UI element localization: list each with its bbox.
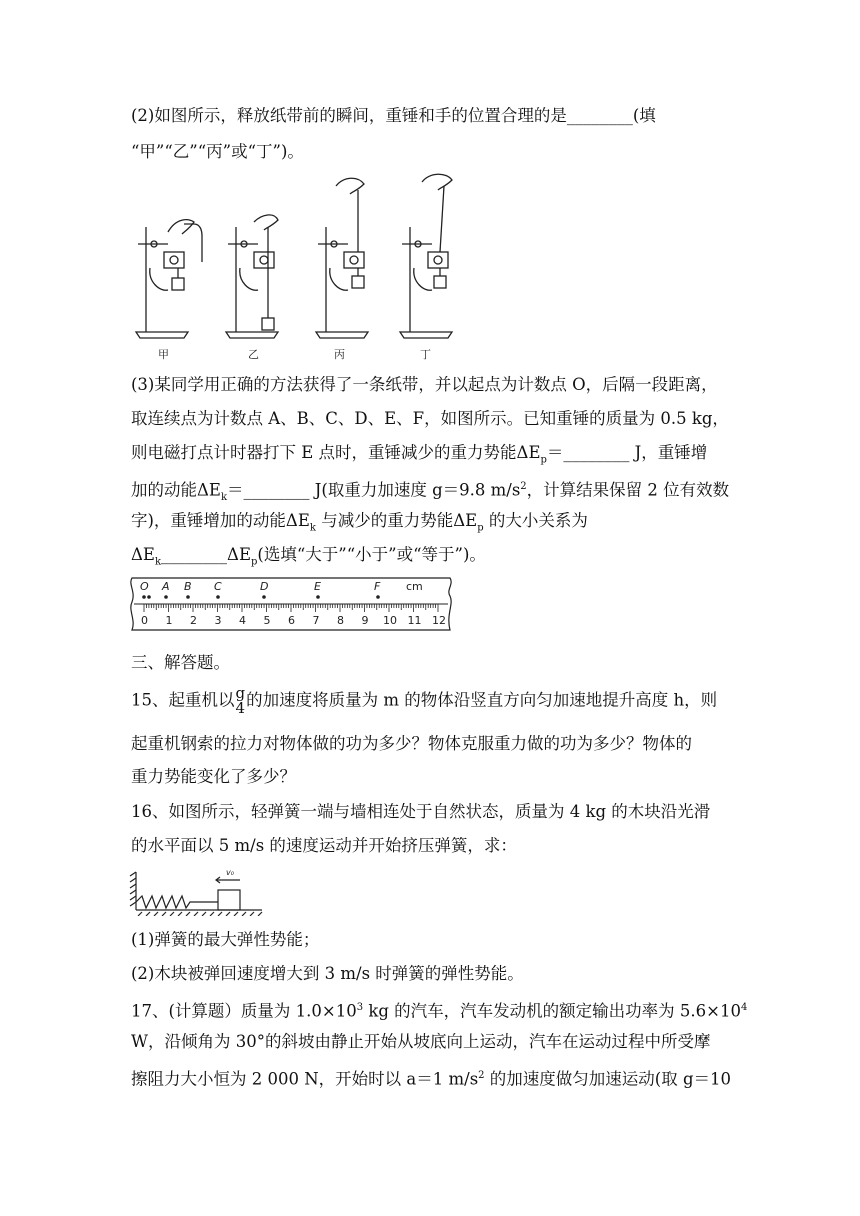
velocity-label: v₀ [226, 868, 234, 877]
ruler-number: 10 [383, 614, 397, 627]
ruler-number: 5 [263, 614, 271, 627]
q14-part2-line2: “甲”“乙”“丙”或“丁”)。 [131, 142, 304, 161]
ruler-dot [147, 595, 151, 599]
q17-line3: 擦阻力大小恒为 2 000 N，开始时以 a＝1 $m/s^2$ 的加速度做匀加速运动(取 g＝10 [131, 1069, 732, 1089]
label-ding: 丁 [420, 348, 431, 361]
label-bing: 丙 [334, 348, 345, 361]
section-3-heading: 三、解答题。 [131, 653, 230, 672]
ruler-number: 8 [337, 614, 344, 627]
paper-tape-ruler-figure [128, 574, 458, 634]
ruler-dot [262, 595, 266, 599]
ruler-number: 1 [165, 614, 173, 627]
q14-part2-line1: (2)如图所示，释放纸带前的瞬间，重锤和手的位置合理的是________(填 [131, 106, 656, 125]
apparatus-bing [316, 178, 368, 338]
q14-part3-line2: 取连续点为计数点 A、B、C、D、E、F，如图所示。已知重锤的质量为 0.5 kg， [131, 409, 729, 428]
ruler-point-label: E [314, 580, 321, 593]
q17-line1: 17、(计算题）质量为 $1.0\times 10^3$ kg 的汽车，汽车发动机的额定输出功率为 $5.6\times 10^4$ [131, 1001, 748, 1021]
q16-sub1: (1)弹簧的最大弹性势能； [131, 930, 320, 949]
ruler-number: 12 [432, 614, 446, 627]
ruler-dot [186, 595, 190, 599]
label-jia: 甲 [158, 348, 169, 361]
ruler-point-label: F [374, 580, 381, 593]
q14-part3-line4: 加的动能$\Delta E_k=\_\_\_\_\_\_\_\_$ J(取重力加速度 g＝9.8 $m/s^2$，计算结果保留 2 位有效数 [131, 480, 730, 503]
ruler-number: 3 [214, 614, 222, 627]
q14-part3-line5: 字)，重锤增加的动能$\Delta E_k$ 与减少的重力势能$\Delta E_p$ 的大小关系为 [131, 511, 588, 534]
q16-line2: 的水平面以 5 m/s 的速度运动并开始挤压弹簧，求： [131, 836, 517, 855]
q14-part3-line1: (3)某同学用正确的方法获得了一条纸带，并以起点为计数点 O，后隔一段距离， [131, 375, 718, 394]
ruler-unit: cm [406, 580, 423, 593]
ruler-dot [216, 595, 220, 599]
ruler-number: 11 [407, 614, 422, 627]
spring-block-figure [128, 866, 268, 916]
ruler-point-label: B [184, 580, 192, 593]
q16-sub2: (2)木块被弹回速度增大到 3 m/s 时弹簧的弹性势能。 [131, 964, 524, 983]
g-over-4-fraction: g 4 [235, 684, 246, 717]
ruler-dot [142, 595, 146, 599]
ruler-number: 4 [239, 614, 246, 627]
q17-line2: W，沿倾角为 30°的斜坡由静止开始从坡底向上运动，汽车在运动过程中所受摩 [131, 1032, 711, 1051]
apparatus-figure [128, 172, 458, 364]
ruler-point-label: C [214, 580, 222, 593]
ruler-dot [376, 595, 380, 599]
ruler-number: 9 [361, 614, 369, 627]
q16-line1: 16、如图所示，轻弹簧一端与墙相连处于自然状态，质量为 4 kg 的木块沿光滑 [131, 802, 711, 821]
ruler-number: 0 [141, 614, 148, 627]
ruler-point-label: A [162, 580, 170, 593]
apparatus-yi [226, 215, 278, 338]
q14-part3-line3: 则电磁打点计时器打下 E 点时，重锤减少的重力势能$\Delta E_p=\_\_\_\_\_\_\_\_$ J，重锤增 [131, 443, 708, 466]
apparatus-ding [400, 174, 452, 338]
q15-line1: 15、起重机以 g 4 的加速度将质量为 m 的物体沿竖直方向匀加速地提升高度 h，则 [131, 684, 718, 717]
ruler-point-label: O [140, 580, 149, 593]
ruler-number: 7 [312, 614, 320, 627]
apparatus-jia [136, 220, 202, 338]
ruler-dot [164, 595, 168, 599]
ruler-number: 2 [190, 614, 197, 627]
q15-line2: 起重机钢索的拉力对物体做的功为多少？物体克服重力做的功为多少？物体的 [131, 734, 692, 753]
q14-part3-line6: $\Delta E_k\_\_\_\_\_\_\_\_\Delta E_p$(选填“大于”“小于”或“等于”)。 [131, 545, 486, 568]
ruler-number: 6 [288, 614, 295, 627]
ruler-point-label: D [260, 580, 269, 593]
label-yi: 乙 [248, 348, 259, 361]
ruler-dot [316, 595, 320, 599]
q15-line3: 重力势能变化了多少？ [131, 767, 296, 786]
